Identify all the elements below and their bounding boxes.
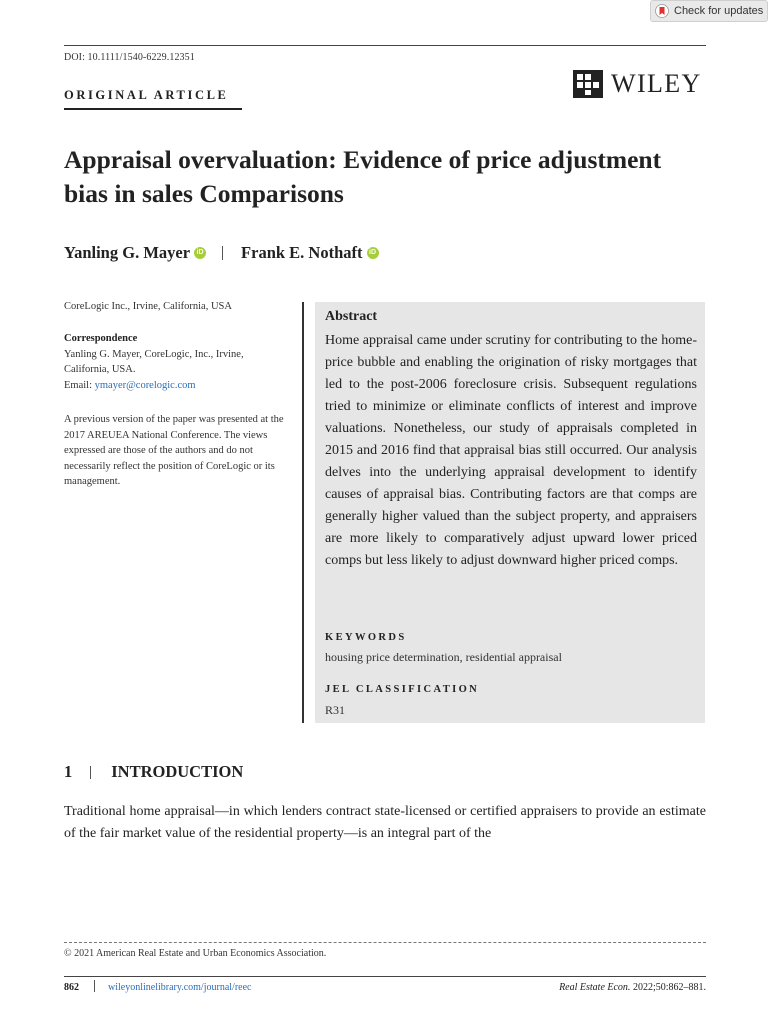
orcid-icon[interactable]: iD bbox=[194, 247, 206, 259]
correspondence-heading: Correspondence bbox=[64, 333, 138, 344]
body-paragraph: Traditional home appraisal—in which lenders contract state-licensed or certified appraisers to provide an estimate of the fair market value of the residential property—is an integral part of the bbox=[64, 804, 706, 841]
check-for-updates-label: Check for updates bbox=[674, 5, 764, 17]
email-link[interactable]: ymayer@corelogic.com bbox=[94, 379, 196, 391]
keywords-heading: KEYWORDS bbox=[325, 632, 407, 643]
section-heading bbox=[64, 762, 243, 782]
publisher-name: WILEY bbox=[611, 69, 702, 98]
email-label: Email: bbox=[64, 379, 95, 391]
author-separator bbox=[222, 246, 223, 260]
author-name: Frank E. Nothaft bbox=[241, 243, 363, 262]
footer-rule bbox=[64, 976, 706, 977]
abstract-divider bbox=[302, 302, 304, 723]
page-number: 862 bbox=[64, 982, 79, 993]
article-type-underline bbox=[64, 108, 242, 110]
section-title: INTRODUCTION bbox=[111, 762, 244, 781]
jel-heading: JEL CLASSIFICATION bbox=[325, 684, 480, 695]
abstract-text: Home appraisal came under scrutiny for contributing to the home-price bubble and enabling the origination of risky mortgages that led to the post-2006 foreclosure crisis. Subsequent regulations tried to minimize or eliminate conflicts of interest and improve valuations. Nonetheless, our study of appraisals completed in 2015 and 2016 find that appraisal bias still occurred. Our analysis delves into the underlying appraisal development to identify causes of appraisal bias. Contributing factors are that comps are generally higher valued than the subject property, and appraisers are more likely to comparatively adjust upward lower priced comps but less likely to adjust downward higher priced comps. bbox=[325, 333, 697, 568]
publisher-logo bbox=[573, 69, 702, 99]
journal-citation bbox=[559, 982, 706, 993]
top-rule bbox=[64, 45, 706, 46]
correspondence-text: Yanling G. Mayer, CoreLogic, Inc., Irvine, California, USA. bbox=[64, 348, 244, 375]
doi: DOI: 10.1111/1540-6229.12351 bbox=[64, 52, 195, 63]
wiley-logo-icon bbox=[573, 70, 603, 98]
citation-details: 2022;50:862–881. bbox=[630, 982, 706, 993]
author-name: Yanling G. Mayer bbox=[64, 243, 191, 262]
affiliation: CoreLogic Inc., Irvine, California, USA bbox=[64, 301, 232, 312]
paper-title: Appraisal overvaluation: Evidence of price adjustment bias in sales Comparisons bbox=[64, 145, 662, 208]
presentation-note: A previous version of the paper was presented at the 2017 AREUEA National Conference. The views expressed are those of the authors and do not necessarily reflect the position of CoreLogic or its management. bbox=[64, 414, 284, 487]
keywords-text: housing price determination, residential appraisal bbox=[325, 650, 562, 664]
correspondence bbox=[64, 331, 284, 393]
journal-link[interactable]: wileyonlinelibrary.com/journal/reec bbox=[108, 982, 252, 993]
journal-name: Real Estate Econ. bbox=[559, 982, 631, 993]
author-list bbox=[64, 243, 379, 263]
article-type-label: ORIGINAL ARTICLE bbox=[64, 88, 229, 102]
section-separator bbox=[90, 766, 91, 779]
footer-separator bbox=[94, 980, 95, 992]
footnote-rule bbox=[64, 942, 706, 943]
section-number: 1 bbox=[64, 762, 73, 781]
check-for-updates-button[interactable] bbox=[650, 0, 768, 22]
bookmark-icon bbox=[655, 4, 669, 18]
correspondence-email-line bbox=[64, 378, 284, 394]
orcid-icon[interactable]: iD bbox=[367, 247, 379, 259]
abstract-heading: Abstract bbox=[325, 309, 378, 324]
jel-text: R31 bbox=[325, 703, 346, 717]
copyright-notice: © 2021 American Real Estate and Urban Economics Association. bbox=[64, 948, 327, 959]
